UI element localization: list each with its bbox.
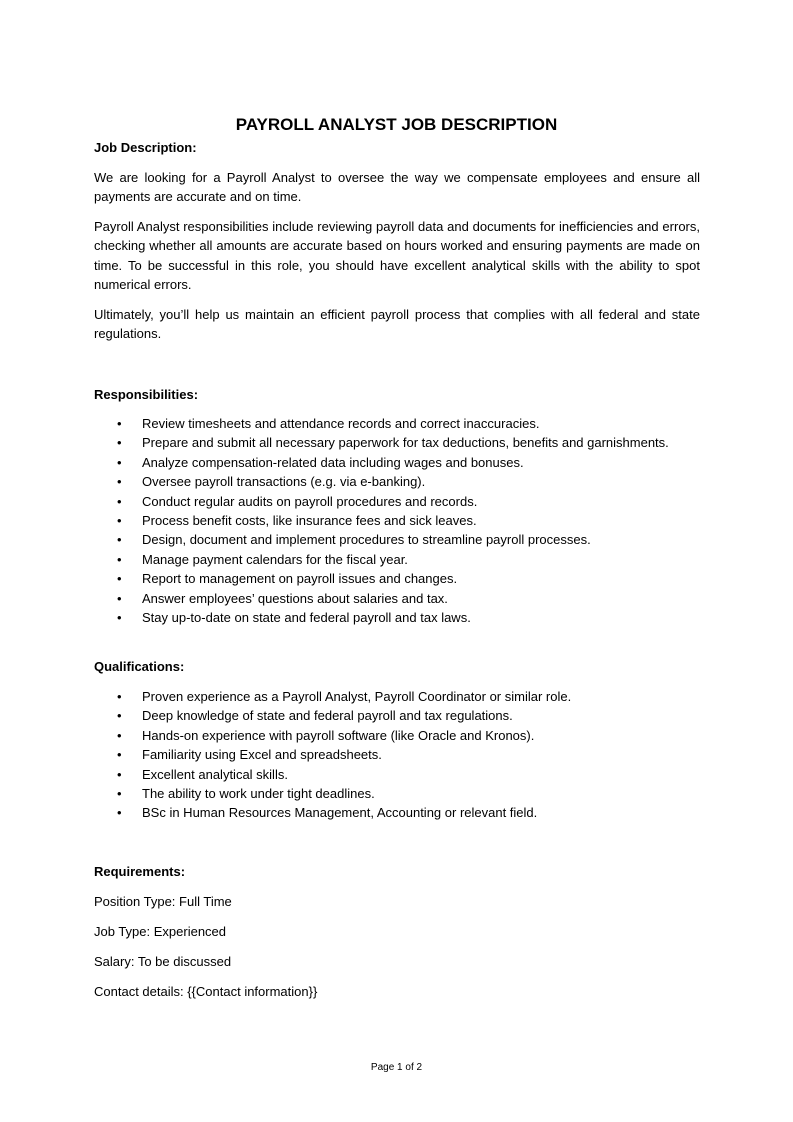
- qualifications-heading: Qualifications:: [94, 659, 185, 674]
- list-item: • Answer employees’ questions about salaries and tax.: [94, 589, 714, 608]
- page-number: Page 1 of 2: [370, 1062, 423, 1073]
- bullet-icon: •: [117, 474, 122, 490]
- list-item: • Oversee payroll transactions (e.g. via e-banking).: [94, 472, 714, 491]
- list-item: • Design, document and implement procedures to streamline payroll processes.: [94, 530, 714, 549]
- list-item: • Hands-on experience with payroll software (like Oracle and Kronos).: [94, 726, 714, 745]
- list-item: • Excellent analytical skills.: [94, 765, 714, 784]
- bullet-icon: •: [117, 609, 122, 625]
- bullet-icon: •: [117, 551, 122, 567]
- job-type-line: Job Type: Experienced: [94, 924, 227, 939]
- bullet-icon: •: [117, 590, 122, 606]
- list-item: • Manage payment calendars for the fiscal year.: [94, 550, 714, 569]
- bullet-icon: •: [117, 785, 122, 801]
- bullet-icon: •: [117, 532, 122, 548]
- responsibilities-heading: Responsibilities:: [94, 387, 199, 402]
- bullet-icon: •: [117, 747, 122, 763]
- bullet-icon: •: [117, 766, 122, 782]
- job-description-heading: Job Description:: [94, 140, 197, 155]
- list-item: • BSc in Human Resources Management, Accounting or relevant field.: [94, 803, 714, 822]
- position-type-line: Position Type: Full Time: [94, 894, 232, 909]
- bullet-icon: •: [117, 493, 122, 509]
- qualifications-list: [94, 687, 714, 823]
- salary-line: Salary: To be discussed: [94, 954, 232, 969]
- responsibilities-list: [94, 414, 714, 627]
- bullet-icon: •: [117, 512, 122, 528]
- bullet-icon: •: [117, 805, 122, 821]
- list-item: • Deep knowledge of state and federal payroll and tax regulations.: [94, 706, 714, 725]
- requirements-heading: Requirements:: [94, 864, 186, 879]
- list-item: • Proven experience as a Payroll Analyst, Payroll Coordinator or similar role.: [94, 687, 714, 706]
- list-item: • Familiarity using Excel and spreadsheets.: [94, 745, 714, 764]
- bullet-icon: •: [117, 708, 122, 724]
- bullet-icon: •: [117, 435, 122, 451]
- contact-details-line: Contact details: {{Contact information}}: [94, 984, 318, 999]
- list-item: • Report to management on payroll issues and changes.: [94, 569, 714, 588]
- list-item: • Prepare and submit all necessary paperwork for tax deductions, benefits and garnishments.: [94, 433, 714, 452]
- list-item: • Review timesheets and attendance records and correct inaccuracies.: [94, 414, 714, 433]
- bullet-icon: •: [117, 571, 122, 587]
- bullet-icon: •: [117, 454, 122, 470]
- job-description-paragraph-1: We are looking for a Payroll Analyst to oversee the way we compensate employees and ensure all payments are accurate and on time.: [94, 170, 700, 205]
- document-title: PAYROLL ANALYST JOB DESCRIPTION: [235, 115, 558, 134]
- list-item: • Analyze compensation-related data including wages and bonuses.: [94, 453, 714, 472]
- bullet-icon: •: [117, 727, 122, 743]
- job-description-paragraph-2: Payroll Analyst responsibilities include reviewing payroll data and documents for inefficiencies and errors, checking whether all amounts are accurate based on hours worked and ensuring payments are made on time. To be successful in this role, you should have excellent analytical skills with the ability to spot numerical errors.: [94, 219, 700, 292]
- list-item: • Process benefit costs, like insurance fees and sick leaves.: [94, 511, 714, 530]
- job-description-paragraph-3: Ultimately, you’ll help us maintain an efficient payroll process that complies with all federal and state regulations.: [94, 307, 700, 342]
- list-item: • Stay up-to-date on state and federal payroll and tax laws.: [94, 608, 714, 627]
- list-item: • Conduct regular audits on payroll procedures and records.: [94, 492, 714, 511]
- bullet-icon: •: [117, 416, 122, 431]
- list-item: • The ability to work under tight deadlines.: [94, 784, 714, 803]
- bullet-icon: •: [117, 689, 122, 704]
